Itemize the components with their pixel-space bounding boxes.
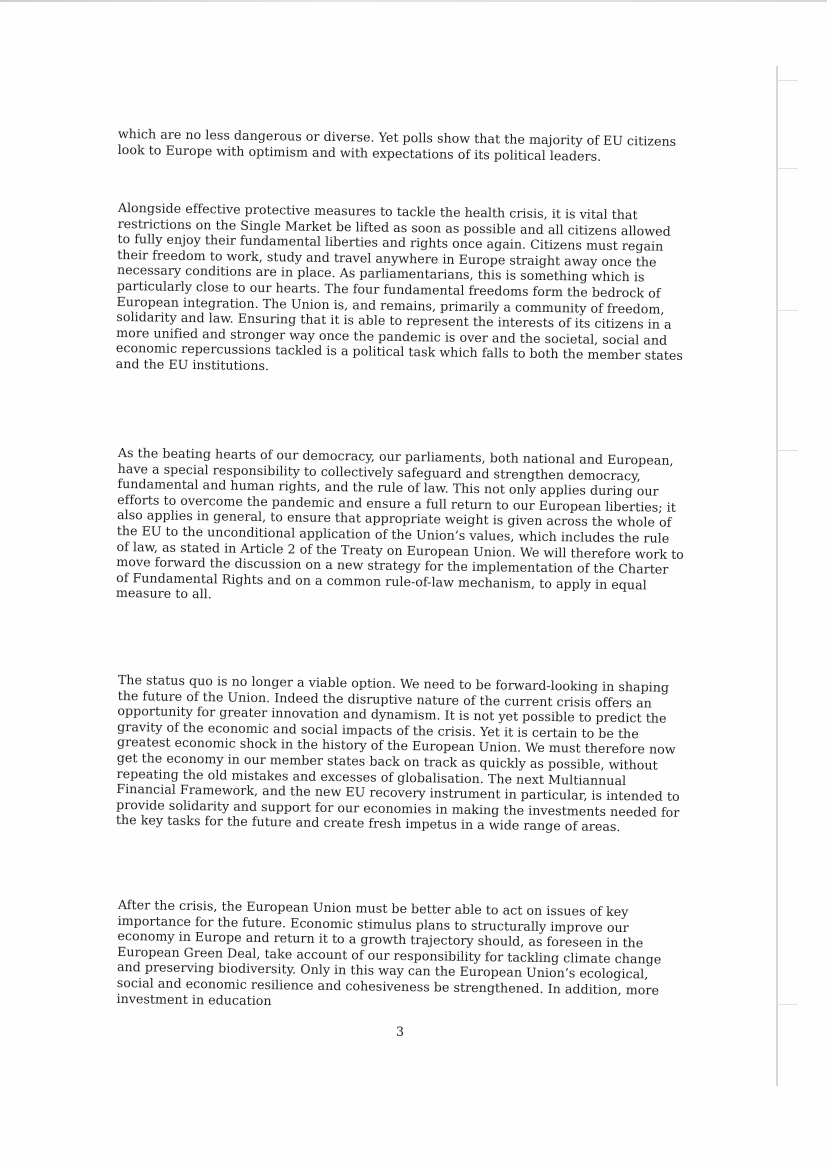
scan-edge-mark <box>778 450 798 451</box>
scan-top-edge <box>0 0 827 2</box>
scan-edge-mark <box>778 1004 798 1005</box>
paragraph-4: The status quo is no longer a viable option. We need to be forward-looking in shaping the future of the Union. Indeed the disruptive nature of the current crisis offers an opportunity for greater innovation and dynamism. It is not yet possible to predict the gravity of the economic and social impacts of the crisis. Yet it is certain to be the greatest economic shock in the history of the European Union. We must therefore now get the economy in our member states back on track as quickly as possible, without repeating the old mistakes and excesses of globalisation. The next Multiannual Financial Framework, and the new EU recovery instrument in particular, is intended to provide solidarity and support for our economies in making the investments needed for the key tasks for the future and create fresh impetus in a wide range of areas. <box>115 672 680 835</box>
paragraph-2: Alongside effective protective measures to tackle the health crisis, it is vital that restrictions on the Single Market be lifted as soon as possible and all citizens allowed to fully enjoy their fundamental liberties and rights once again. Citizens must regain their freedom to work, study and travel anywhere in Europe straight away once the necessary conditions are in place. As parliamentarians, this is something which is particularly close to our hearts. The four fundamental freedoms form the bedrock of European integration. The Union is, and remains, primarily a community of freedom, solidarity and law. Ensuring that it is able to represent the interests of its citizens in a more unified and stronger way once the pandemic is over and the societal, social and economic repercussions tackled is a political task which falls to both the member states and the EU institutions. <box>115 200 684 374</box>
paragraph-1: which are no less dangerous or diverse. Yet polls show that the majority of EU citizens look to Europe with optimism and with expectations of its political leaders. <box>117 126 677 164</box>
scan-edge-mark <box>778 310 798 311</box>
scan-right-edge <box>776 66 778 1086</box>
page-number: 3 <box>395 1024 404 1039</box>
scan-edge-mark <box>778 168 798 169</box>
scan-edge-mark <box>778 80 798 81</box>
paragraph-3: As the beating hearts of our democracy, our parliaments, both national and European, have a special responsibility to collectively safeguard and strengthen democracy, fundamental and human rights, and the rule of law. This not only applies during our efforts to overcome the pandemic and ensure a full return to our European liberties; it also applies in general, to ensure that appropriate weight is given across the whole of the EU to the unconditional application of the Union’s values, which includes the rule of law, as stated in Article 2 of the Treaty on European Union. We will therefore work to move forward the discussion on a new strategy for the implementation of the Charter of Fundamental Rights and on a common rule-of-law mechanism, to apply in equal measure to all. <box>115 445 684 602</box>
paragraph-5: After the crisis, the European Union must be better able to act on issues of key importance for the future. Economic stimulus plans to structurally improve our economy in Europe and return it to a growth trajectory should, as foreseen in the European Green Deal, take account of our responsibility for tackling climate change and preserving biodiversity. Only in this way can the European Union’s ecological, social and economic resilience and cohesiveness be strengthened. In addition, more investment in education <box>116 897 662 1008</box>
